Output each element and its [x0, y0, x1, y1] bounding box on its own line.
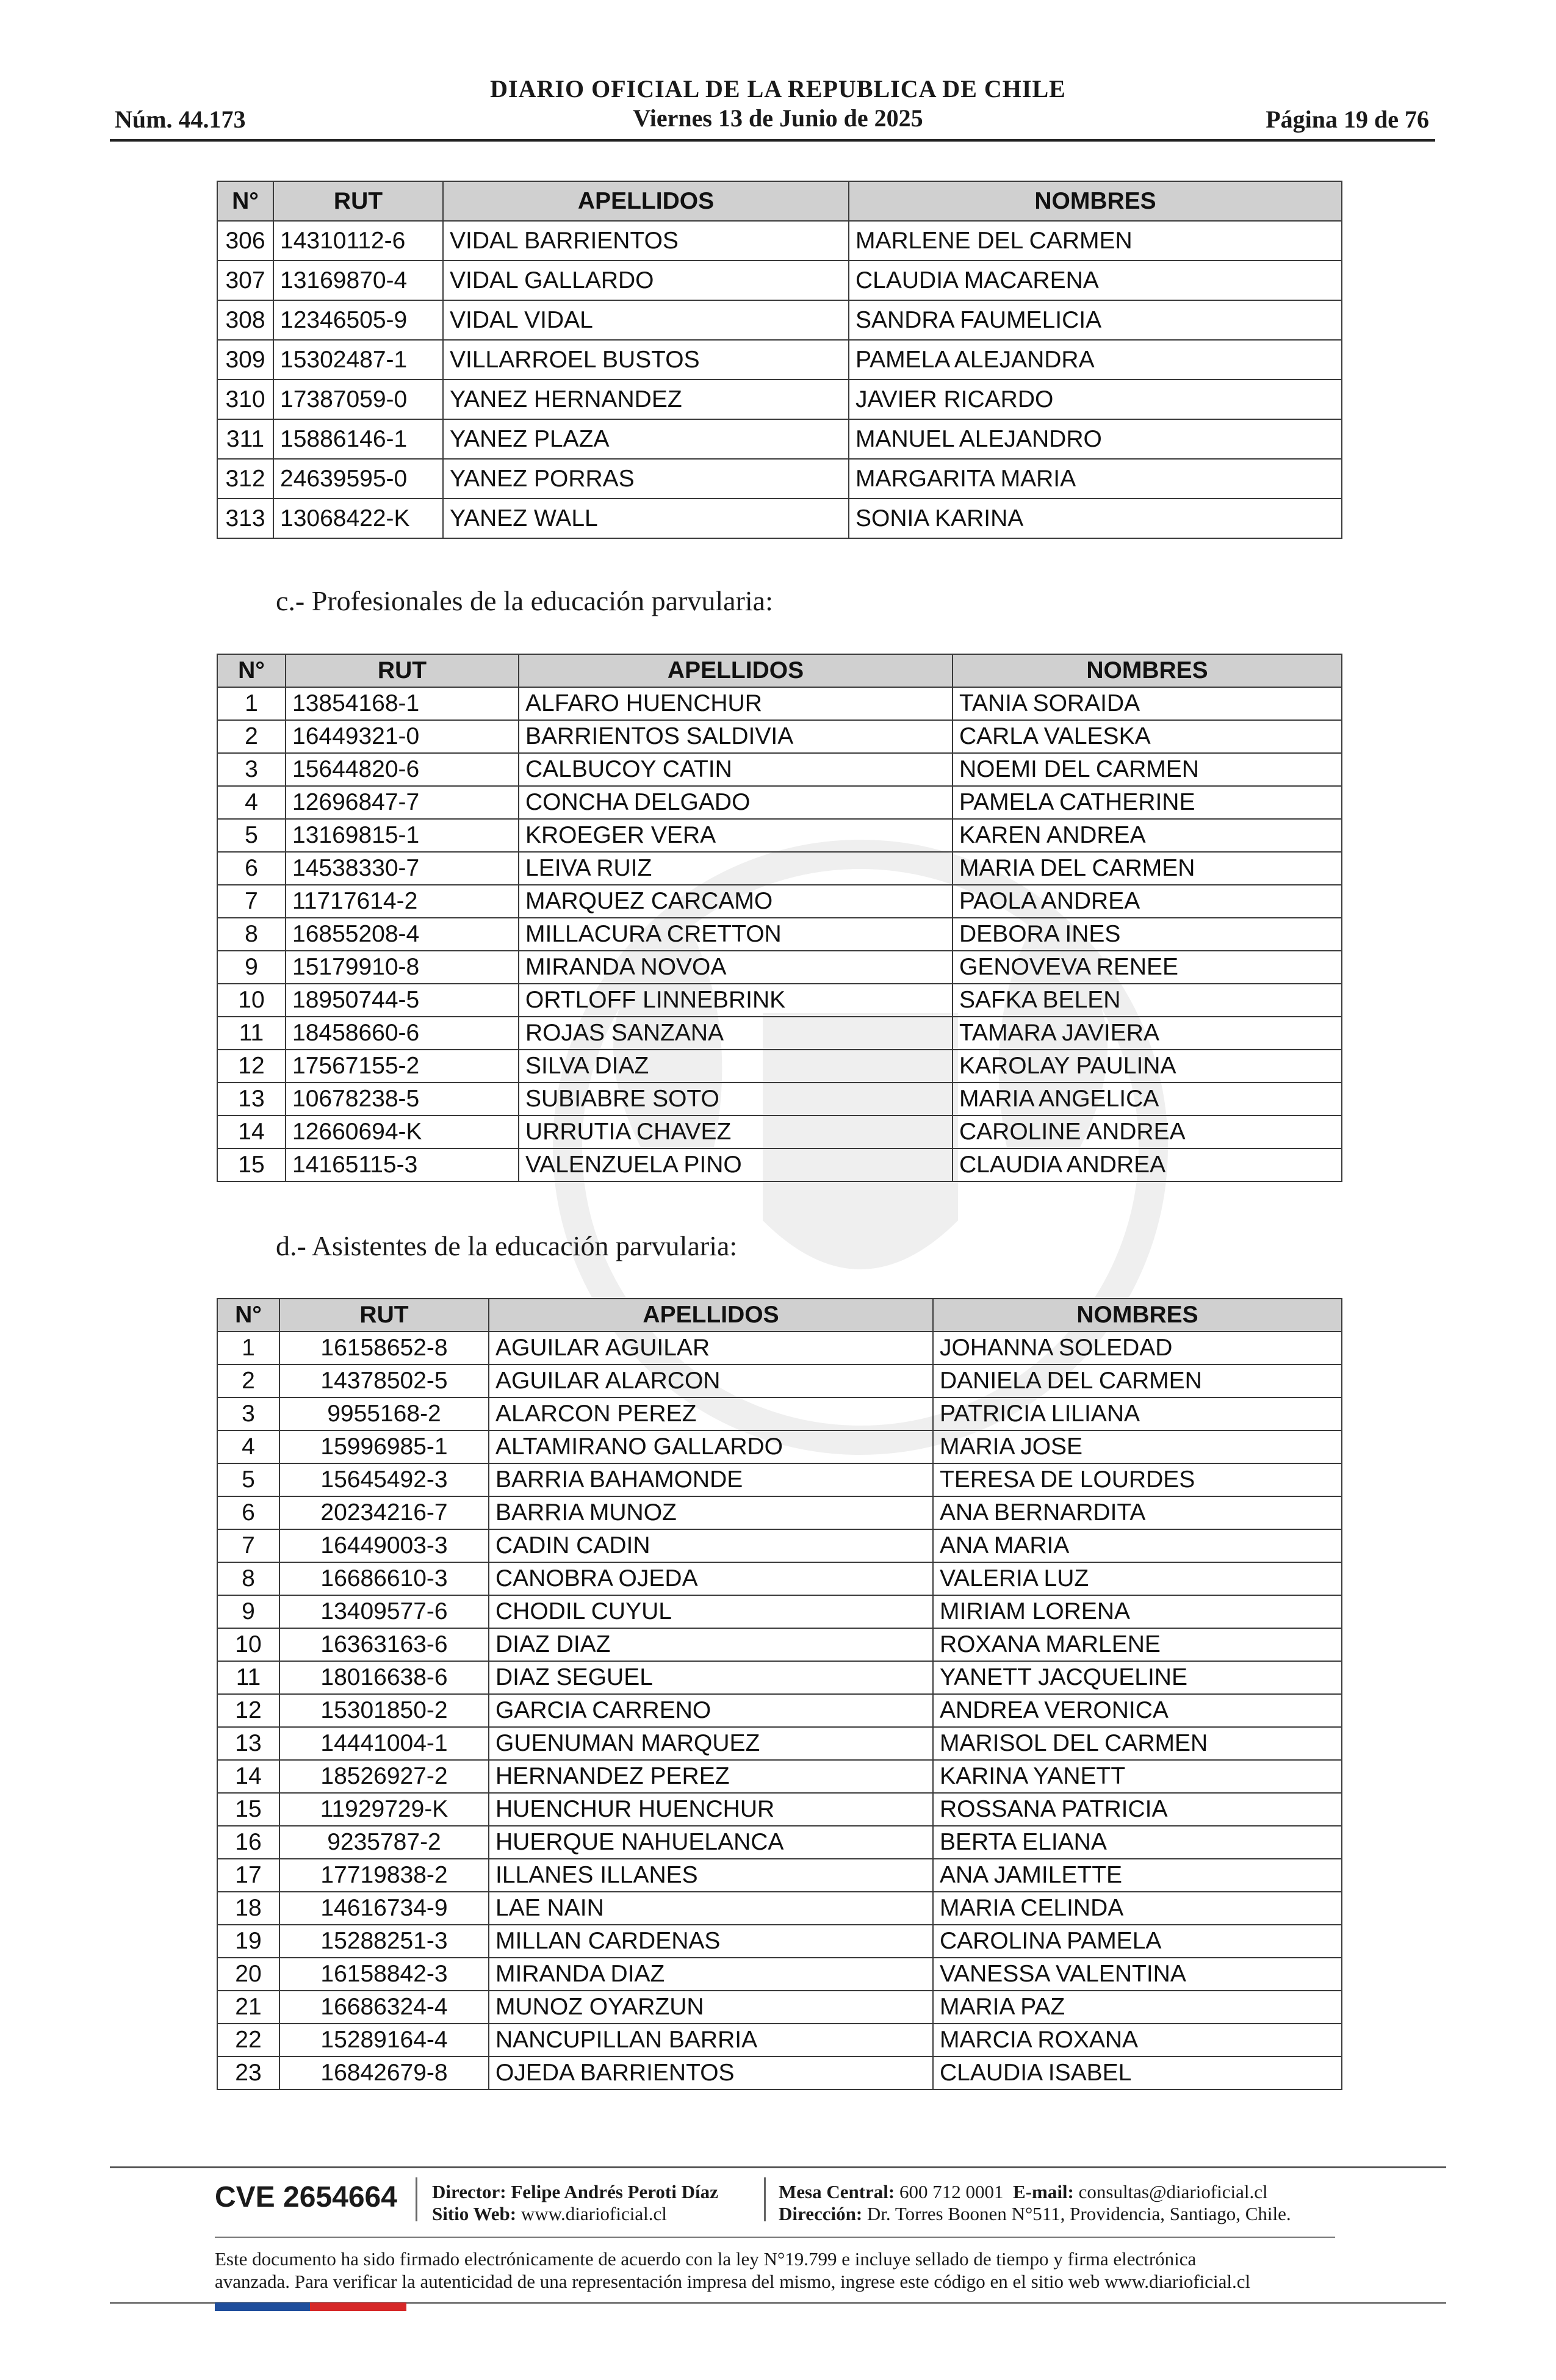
table-row [217, 1083, 1342, 1116]
cell-rut: 14165115-3 [286, 1149, 519, 1181]
cell-num: 15 [217, 1793, 279, 1826]
table-row [217, 1892, 1342, 1925]
cell-nombres: MARLENE DEL CARMEN [849, 221, 1342, 261]
table-row [217, 340, 1342, 380]
cell-rut: 15288251-3 [279, 1925, 489, 1958]
cell-num: 6 [217, 1496, 279, 1529]
table-body [217, 1332, 1342, 2090]
website-label: Sitio Web: [432, 2203, 517, 2224]
table-body [217, 687, 1342, 1181]
cell-rut: 14378502-5 [279, 1365, 489, 1397]
column-header-nombres: NOMBRES [953, 654, 1342, 687]
cell-apellidos: ALARCON PEREZ [489, 1397, 933, 1430]
cell-nombres: KARINA YANETT [933, 1760, 1342, 1793]
cell-apellidos: DIAZ SEGUEL [489, 1661, 933, 1694]
table-row [217, 1149, 1342, 1181]
table-row [217, 1958, 1342, 1991]
table-row [217, 1430, 1342, 1463]
cell-rut: 10678238-5 [286, 1083, 519, 1116]
cell-apellidos: CONCHA DELGADO [519, 786, 953, 819]
column-header-num: N° [217, 654, 286, 687]
address-text: Dr. Torres Boonen N°511, Providencia, Santiago, Chile. [866, 2203, 1291, 2224]
cell-num: 308 [217, 300, 273, 340]
cell-rut: 15644820-6 [286, 753, 519, 786]
table-row [217, 1925, 1342, 1958]
table-row [217, 1793, 1342, 1826]
column-header-num: N° [217, 181, 273, 221]
cell-rut: 16363163-6 [279, 1628, 489, 1661]
footer-divider-top [110, 2166, 1446, 2168]
cell-num: 11 [217, 1017, 286, 1050]
cell-nombres: KAROLAY PAULINA [953, 1050, 1342, 1083]
table-row [217, 1859, 1342, 1892]
cell-apellidos: MIRANDA NOVOA [519, 951, 953, 984]
cell-nombres: SONIA KARINA [849, 499, 1342, 538]
cell-nombres: KAREN ANDREA [953, 819, 1342, 852]
cell-apellidos: YANEZ HERNANDEZ [443, 380, 849, 419]
cell-nombres: NOEMI DEL CARMEN [953, 753, 1342, 786]
cell-rut: 13169815-1 [286, 819, 519, 852]
cell-apellidos: AGUILAR ALARCON [489, 1365, 933, 1397]
table-row [217, 786, 1342, 819]
cell-apellidos: MARQUEZ CARCAMO [519, 885, 953, 918]
cell-num: 6 [217, 852, 286, 885]
cell-apellidos: YANEZ PORRAS [443, 459, 849, 499]
cell-rut: 16686610-3 [279, 1562, 489, 1595]
column-header-rut: RUT [279, 1299, 489, 1332]
cell-rut: 15645492-3 [279, 1463, 489, 1496]
cell-apellidos: HUENCHUR HUENCHUR [489, 1793, 933, 1826]
cell-rut: 11929729-K [279, 1793, 489, 1826]
cell-nombres: MANUEL ALEJANDRO [849, 419, 1342, 459]
cell-apellidos: SILVA DIAZ [519, 1050, 953, 1083]
cell-num: 2 [217, 720, 286, 753]
cell-rut: 17719838-2 [279, 1859, 489, 1892]
cell-rut: 12660694-K [286, 1116, 519, 1149]
cell-nombres: YANETT JACQUELINE [933, 1661, 1342, 1694]
cell-rut: 16449003-3 [279, 1529, 489, 1562]
table-row [217, 885, 1342, 918]
cell-num: 12 [217, 1050, 286, 1083]
legal-line-2: avanzada. Para verificar la autenticidad de una representación impresa del mismo, ingrese este código en el sitio web www.diarioficial.cl [215, 2271, 1251, 2292]
cell-nombres: TAMARA JAVIERA [953, 1017, 1342, 1050]
table-row [217, 1365, 1342, 1397]
table-row [217, 918, 1342, 951]
cell-num: 312 [217, 459, 273, 499]
cell-apellidos: CHODIL CUYUL [489, 1595, 933, 1628]
cell-num: 5 [217, 1463, 279, 1496]
cell-apellidos: NANCUPILLAN BARRIA [489, 2024, 933, 2057]
cell-rut: 15301850-2 [279, 1694, 489, 1727]
column-header-apellidos: APELLIDOS [443, 181, 849, 221]
cell-apellidos: BARRIENTOS SALDIVIA [519, 720, 953, 753]
cell-num: 5 [217, 819, 286, 852]
cell-rut: 15302487-1 [273, 340, 443, 380]
cell-num: 4 [217, 786, 286, 819]
page-number: Página 19 de 76 [1266, 106, 1429, 133]
cell-nombres: VALERIA LUZ [933, 1562, 1342, 1595]
address-label: Dirección: [779, 2203, 863, 2224]
page-header [0, 0, 1556, 146]
cell-num: 20 [217, 1958, 279, 1991]
cell-apellidos: VIDAL GALLARDO [443, 261, 849, 300]
cell-nombres: CAROLINE ANDREA [953, 1116, 1342, 1149]
column-header-num: N° [217, 1299, 279, 1332]
section-title-asistentes: d.- Asistentes de la educación parvularia: [276, 1230, 738, 1261]
cell-rut: 14616734-9 [279, 1892, 489, 1925]
cell-rut: 9955168-2 [279, 1397, 489, 1430]
table-asistentes [217, 1298, 1342, 2090]
cell-nombres: CARLA VALESKA [953, 720, 1342, 753]
cell-num: 3 [217, 753, 286, 786]
table-row [217, 1332, 1342, 1365]
cell-nombres: MARIA DEL CARMEN [953, 852, 1342, 885]
footer-divider-mid [215, 2237, 1335, 2238]
cell-rut: 15179910-8 [286, 951, 519, 984]
publication-date: Viernes 13 de Junio de 2025 [633, 104, 923, 132]
table-row [217, 819, 1342, 852]
table-row [217, 261, 1342, 300]
cell-num: 306 [217, 221, 273, 261]
cell-nombres: PAOLA ANDREA [953, 885, 1342, 918]
cell-nombres: BERTA ELIANA [933, 1826, 1342, 1859]
cell-nombres: TANIA SORAIDA [953, 687, 1342, 720]
cve-code: CVE 2654664 [215, 2181, 397, 2213]
cell-num: 21 [217, 1991, 279, 2024]
cell-num: 10 [217, 984, 286, 1017]
cell-num: 11 [217, 1661, 279, 1694]
table-row [217, 1628, 1342, 1661]
column-header-apellidos: APELLIDOS [489, 1299, 933, 1332]
cell-apellidos: HERNANDEZ PEREZ [489, 1760, 933, 1793]
cell-apellidos: MUNOZ OYARZUN [489, 1991, 933, 2024]
cell-apellidos: MIRANDA DIAZ [489, 1958, 933, 1991]
table-header-row [217, 1299, 1342, 1332]
cell-nombres: TERESA DE LOURDES [933, 1463, 1342, 1496]
table-row [217, 1017, 1342, 1050]
cell-nombres: MARGARITA MARIA [849, 459, 1342, 499]
cell-rut: 15886146-1 [273, 419, 443, 459]
column-header-rut: RUT [286, 654, 519, 687]
cell-nombres: MARCIA ROXANA [933, 2024, 1342, 2057]
cell-apellidos: BARRIA MUNOZ [489, 1496, 933, 1529]
cell-rut: 14538330-7 [286, 852, 519, 885]
legal-notice [215, 2248, 1350, 2293]
cell-apellidos: VIDAL BARRIENTOS [443, 221, 849, 261]
cell-rut: 16686324-4 [279, 1991, 489, 2024]
cell-nombres: CLAUDIA ISABEL [933, 2057, 1342, 2090]
cell-nombres: PATRICIA LILIANA [933, 1397, 1342, 1430]
cell-rut: 14441004-1 [279, 1727, 489, 1760]
mesa-phone: 600 712 0001 [899, 2181, 1004, 2202]
cell-num: 311 [217, 419, 273, 459]
issue-number: Núm. 44.173 [115, 106, 246, 133]
cell-apellidos: ROJAS SANZANA [519, 1017, 953, 1050]
cell-apellidos: LEIVA RUIZ [519, 852, 953, 885]
table-body [217, 221, 1342, 538]
column-header-apellidos: APELLIDOS [519, 654, 953, 687]
cell-apellidos: VILLARROEL BUSTOS [443, 340, 849, 380]
cell-rut: 13854168-1 [286, 687, 519, 720]
cell-nombres: SANDRA FAUMELICIA [849, 300, 1342, 340]
cell-rut: 15996985-1 [279, 1430, 489, 1463]
cell-apellidos: CANOBRA OJEDA [489, 1562, 933, 1595]
cell-nombres: MIRIAM LORENA [933, 1595, 1342, 1628]
website-link[interactable]: www.diarioficial.cl [520, 2203, 667, 2224]
cell-num: 23 [217, 2057, 279, 2090]
table-row [217, 499, 1342, 538]
table-row [217, 1595, 1342, 1628]
cell-apellidos: AGUILAR AGUILAR [489, 1332, 933, 1365]
cell-apellidos: YANEZ PLAZA [443, 419, 849, 459]
cell-apellidos: MILLAN CARDENAS [489, 1925, 933, 1958]
cell-rut: 24639595-0 [273, 459, 443, 499]
cell-apellidos: GUENUMAN MARQUEZ [489, 1727, 933, 1760]
cell-rut: 11717614-2 [286, 885, 519, 918]
cell-rut: 16158842-3 [279, 1958, 489, 1991]
cell-apellidos: ALTAMIRANO GALLARDO [489, 1430, 933, 1463]
cell-apellidos: ILLANES ILLANES [489, 1859, 933, 1892]
cell-nombres: ROXANA MARLENE [933, 1628, 1342, 1661]
cell-apellidos: ORTLOFF LINNEBRINK [519, 984, 953, 1017]
cell-num: 1 [217, 687, 286, 720]
cell-nombres: ANA JAMILETTE [933, 1859, 1342, 1892]
table-row [217, 221, 1342, 261]
table-row [217, 687, 1342, 720]
table-row [217, 459, 1342, 499]
table-row [217, 1562, 1342, 1595]
cell-nombres: ANA MARIA [933, 1529, 1342, 1562]
table-row [217, 300, 1342, 340]
cell-apellidos: URRUTIA CHAVEZ [519, 1116, 953, 1149]
cell-nombres: ROSSANA PATRICIA [933, 1793, 1342, 1826]
cell-rut: 17387059-0 [273, 380, 443, 419]
cell-rut: 13409577-6 [279, 1595, 489, 1628]
footer-director-block [432, 2181, 718, 2225]
cell-nombres: PAMELA ALEJANDRA [849, 340, 1342, 380]
table-row [217, 2024, 1342, 2057]
footer-contact-block [779, 2181, 1291, 2225]
cell-rut: 12696847-7 [286, 786, 519, 819]
cell-num: 14 [217, 1760, 279, 1793]
cell-num: 13 [217, 1083, 286, 1116]
table-row [217, 1463, 1342, 1496]
cell-nombres: CLAUDIA MACARENA [849, 261, 1342, 300]
cell-nombres: ANA BERNARDITA [933, 1496, 1342, 1529]
publication-title: DIARIO OFICIAL DE LA REPUBLICA DE CHILE [490, 75, 1066, 103]
cell-nombres: JAVIER RICARDO [849, 380, 1342, 419]
cell-nombres: MARIA CELINDA [933, 1892, 1342, 1925]
cell-num: 9 [217, 1595, 279, 1628]
cell-nombres: JOHANNA SOLEDAD [933, 1332, 1342, 1365]
table-header-row [217, 654, 1342, 687]
cell-apellidos: MILLACURA CRETTON [519, 918, 953, 951]
cell-rut: 15289164-4 [279, 2024, 489, 2057]
cell-rut: 13068422-K [273, 499, 443, 538]
table-row [217, 951, 1342, 984]
mesa-label: Mesa Central: [779, 2181, 895, 2202]
cell-nombres: MARIA PAZ [933, 1991, 1342, 2024]
cell-num: 4 [217, 1430, 279, 1463]
table-row [217, 1826, 1342, 1859]
cell-nombres: MARIA JOSE [933, 1430, 1342, 1463]
table-row [217, 1050, 1342, 1083]
table-row [217, 419, 1342, 459]
cell-rut: 20234216-7 [279, 1496, 489, 1529]
cell-num: 12 [217, 1694, 279, 1727]
director-label: Director: [432, 2181, 506, 2202]
cell-num: 8 [217, 918, 286, 951]
cell-num: 7 [217, 885, 286, 918]
cell-num: 14 [217, 1116, 286, 1149]
director-name: Felipe Andrés Peroti Díaz [511, 2181, 718, 2202]
table-row [217, 380, 1342, 419]
cell-nombres: MARISOL DEL CARMEN [933, 1727, 1342, 1760]
table-row [217, 984, 1342, 1017]
cell-num: 9 [217, 951, 286, 984]
cell-nombres: PAMELA CATHERINE [953, 786, 1342, 819]
column-header-nombres: NOMBRES [933, 1299, 1342, 1332]
cell-apellidos: KROEGER VERA [519, 819, 953, 852]
table-row [217, 1397, 1342, 1430]
cell-rut: 18458660-6 [286, 1017, 519, 1050]
section-title-profesionales: c.- Profesionales de la educación parvularia: [276, 585, 773, 616]
table-row [217, 720, 1342, 753]
cell-nombres: DANIELA DEL CARMEN [933, 1365, 1342, 1397]
cell-num: 22 [217, 2024, 279, 2057]
cell-rut: 16158652-8 [279, 1332, 489, 1365]
footer-separator [764, 2177, 766, 2221]
table-row [217, 1727, 1342, 1760]
cell-rut: 16449321-0 [286, 720, 519, 753]
footer-separator [416, 2177, 417, 2221]
cell-num: 19 [217, 1925, 279, 1958]
cell-apellidos: BARRIA BAHAMONDE [489, 1463, 933, 1496]
table-row [217, 2057, 1342, 2090]
cell-apellidos: HUERQUE NAHUELANCA [489, 1826, 933, 1859]
cell-nombres: VANESSA VALENTINA [933, 1958, 1342, 1991]
cell-num: 15 [217, 1149, 286, 1181]
cell-nombres: ANDREA VERONICA [933, 1694, 1342, 1727]
cell-num: 13 [217, 1727, 279, 1760]
cell-num: 8 [217, 1562, 279, 1595]
table-row [217, 753, 1342, 786]
cell-rut: 18016638-6 [279, 1661, 489, 1694]
cell-apellidos: LAE NAIN [489, 1892, 933, 1925]
cell-num: 10 [217, 1628, 279, 1661]
table-row [217, 1661, 1342, 1694]
table-row [217, 1116, 1342, 1149]
cell-rut: 13169870-4 [273, 261, 443, 300]
flag-stripe-blue [215, 2302, 310, 2311]
table-docentes [217, 181, 1342, 539]
cell-apellidos: DIAZ DIAZ [489, 1628, 933, 1661]
cell-rut: 14310112-6 [273, 221, 443, 261]
table-row [217, 1760, 1342, 1793]
cell-num: 2 [217, 1365, 279, 1397]
table-row [217, 1694, 1342, 1727]
cell-rut: 16855208-4 [286, 918, 519, 951]
cell-rut: 16842679-8 [279, 2057, 489, 2090]
cell-apellidos: OJEDA BARRIENTOS [489, 2057, 933, 2090]
cell-apellidos: YANEZ WALL [443, 499, 849, 538]
cell-nombres: SAFKA BELEN [953, 984, 1342, 1017]
cell-rut: 17567155-2 [286, 1050, 519, 1083]
email-link[interactable]: consultas@diarioficial.cl [1078, 2181, 1268, 2202]
cell-apellidos: CADIN CADIN [489, 1529, 933, 1562]
cell-num: 313 [217, 499, 273, 538]
cell-num: 307 [217, 261, 273, 300]
table-row [217, 852, 1342, 885]
table-row [217, 1496, 1342, 1529]
legal-line-1: Este documento ha sido firmado electrónicamente de acuerdo con la ley N°19.799 e incluye sellado de tiempo y firma electrónica [215, 2248, 1197, 2270]
cell-rut: 12346505-9 [273, 300, 443, 340]
email-label: E-mail: [1013, 2181, 1074, 2202]
cell-nombres: CAROLINA PAMELA [933, 1925, 1342, 1958]
header-divider [110, 139, 1435, 142]
cell-nombres: GENOVEVA RENEE [953, 951, 1342, 984]
cell-apellidos: GARCIA CARRENO [489, 1694, 933, 1727]
cell-nombres: CLAUDIA ANDREA [953, 1149, 1342, 1181]
cell-rut: 9235787-2 [279, 1826, 489, 1859]
cell-num: 17 [217, 1859, 279, 1892]
cell-nombres: MARIA ANGELICA [953, 1083, 1342, 1116]
cell-rut: 18526927-2 [279, 1760, 489, 1793]
table-row [217, 1529, 1342, 1562]
table-row [217, 1991, 1342, 2024]
table-header-row [217, 181, 1342, 221]
cell-num: 309 [217, 340, 273, 380]
cell-num: 18 [217, 1892, 279, 1925]
cell-apellidos: ALFARO HUENCHUR [519, 687, 953, 720]
cell-apellidos: VIDAL VIDAL [443, 300, 849, 340]
cell-num: 7 [217, 1529, 279, 1562]
cell-num: 310 [217, 380, 273, 419]
cell-apellidos: VALENZUELA PINO [519, 1149, 953, 1181]
cell-nombres: DEBORA INES [953, 918, 1342, 951]
cell-num: 3 [217, 1397, 279, 1430]
column-header-nombres: NOMBRES [849, 181, 1342, 221]
cell-apellidos: SUBIABRE SOTO [519, 1083, 953, 1116]
cell-num: 16 [217, 1826, 279, 1859]
cell-num: 1 [217, 1332, 279, 1365]
cell-rut: 18950744-5 [286, 984, 519, 1017]
cell-apellidos: CALBUCOY CATIN [519, 753, 953, 786]
column-header-rut: RUT [273, 181, 443, 221]
table-profesionales [217, 654, 1342, 1182]
flag-stripe-red [310, 2302, 406, 2311]
